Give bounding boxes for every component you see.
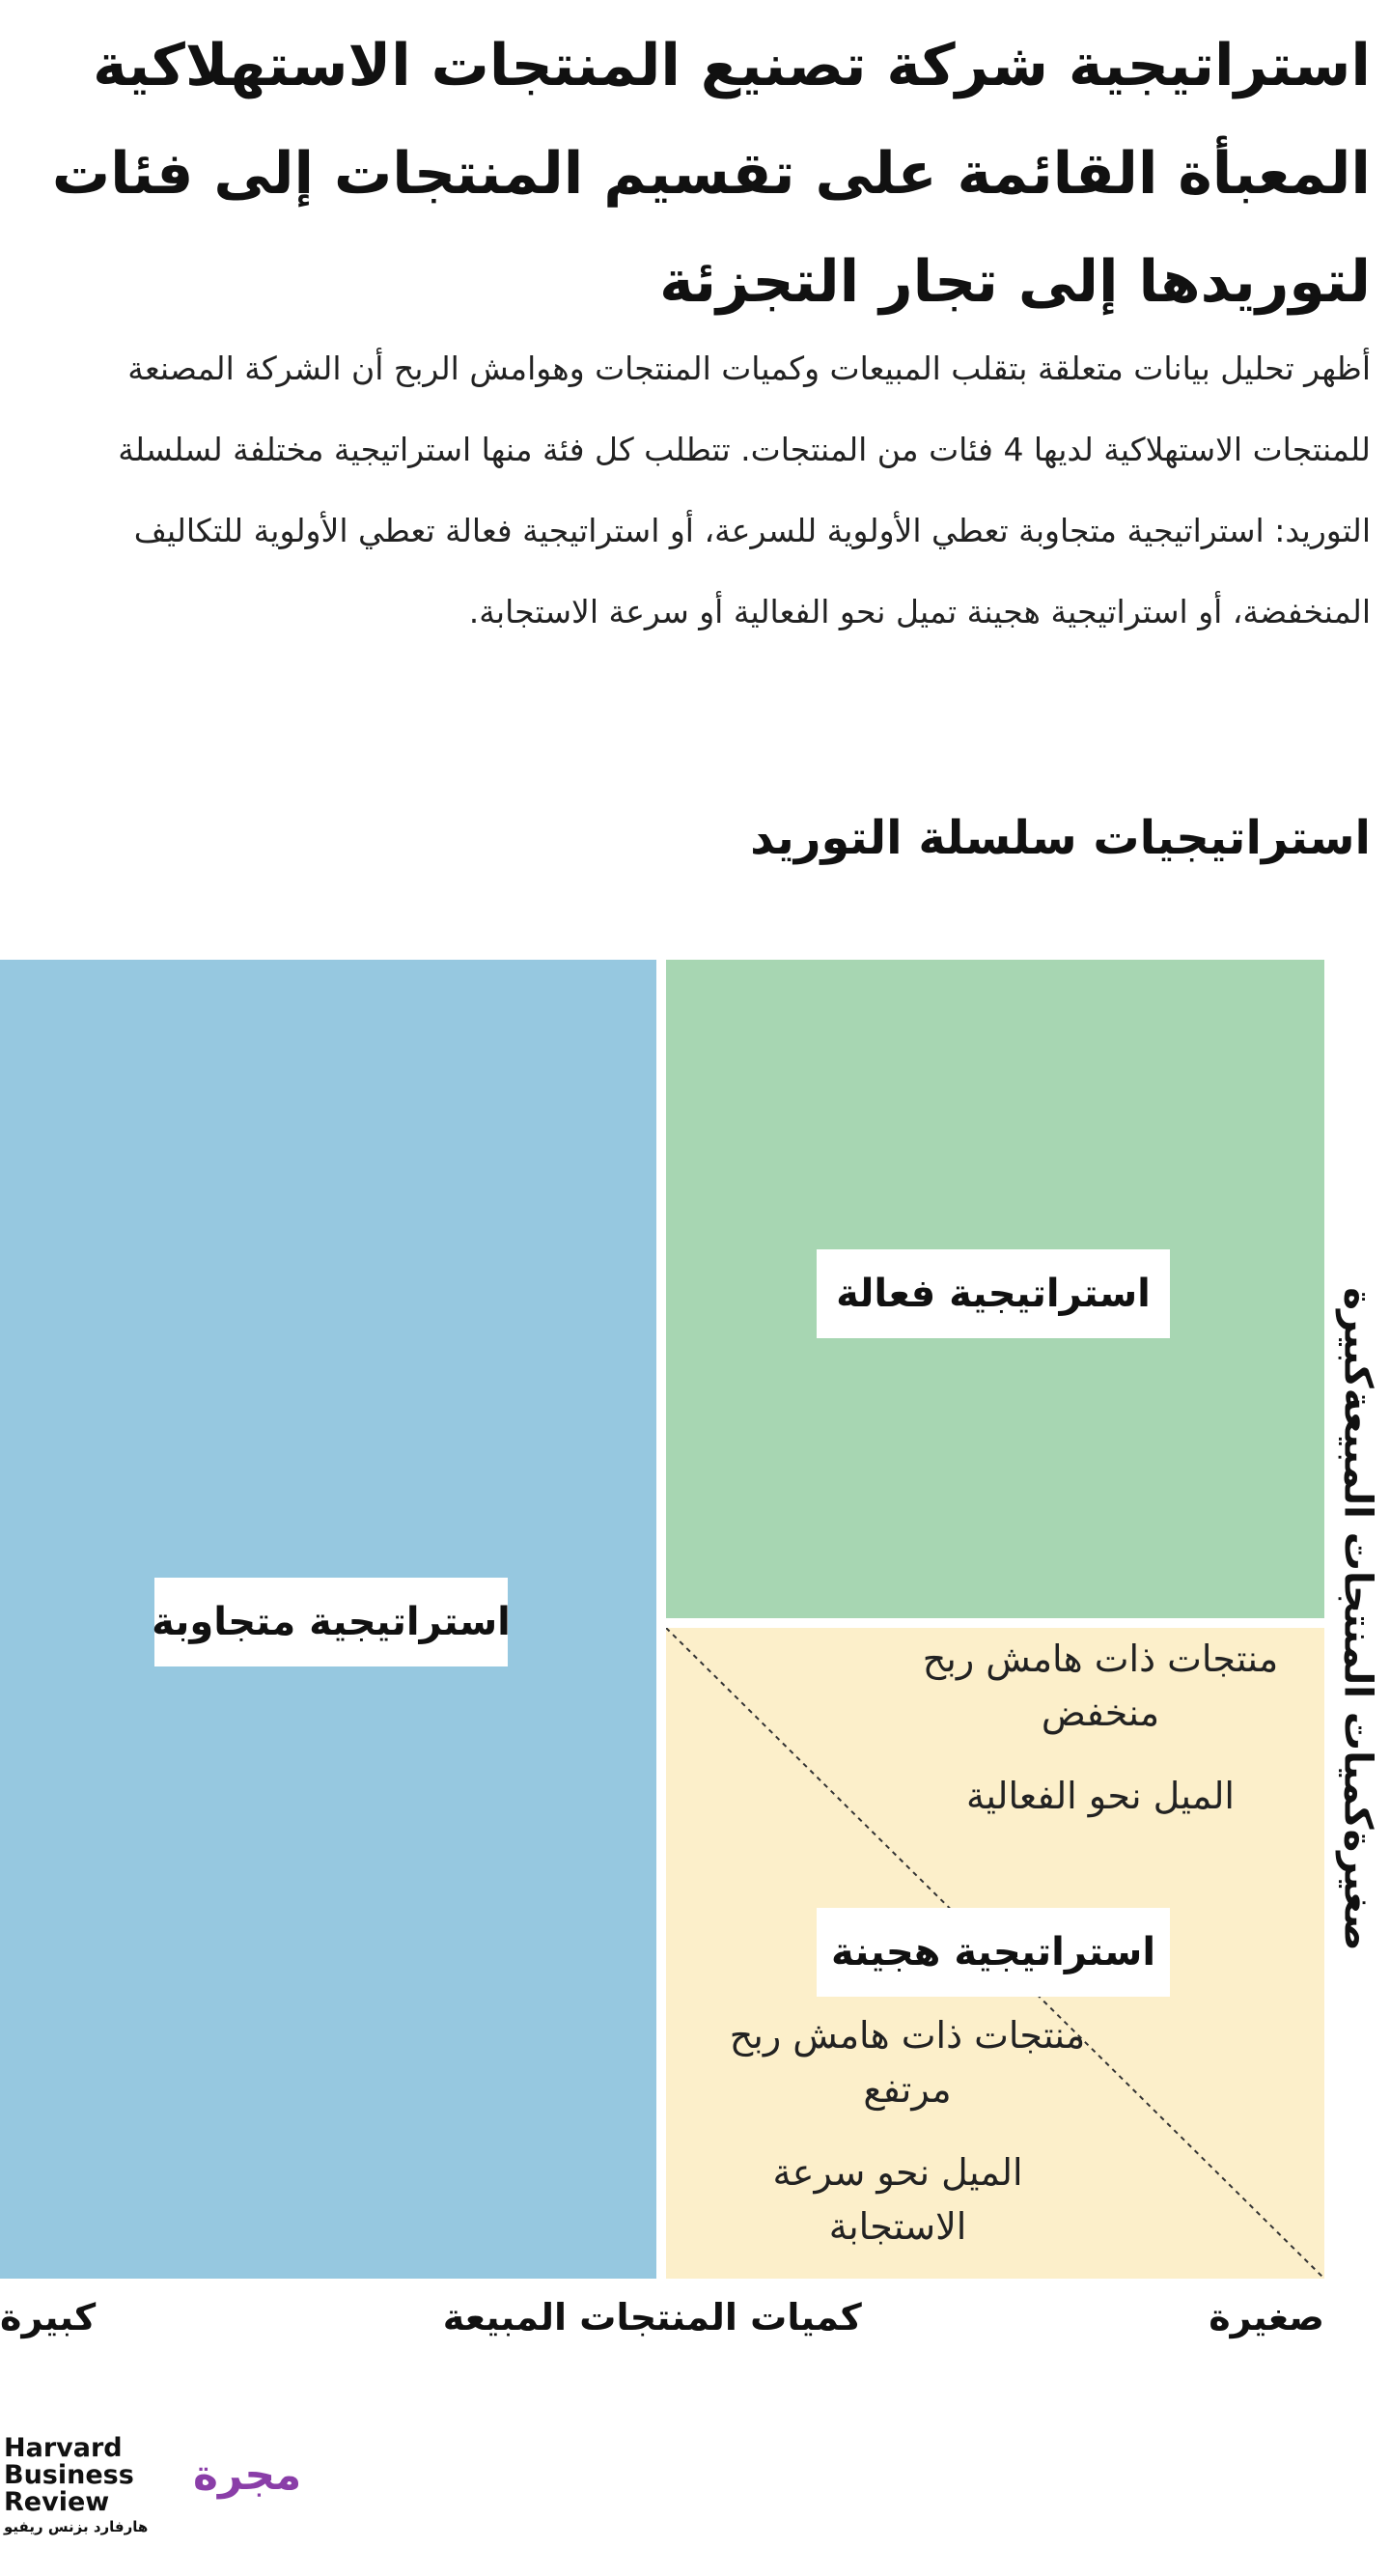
section-title: استراتيجيات سلسلة التوريد	[750, 811, 1371, 865]
x-axis-title: كميات المنتجات المبيعة	[442, 2296, 862, 2338]
y-axis-bottom-tick: صغيرة	[1336, 1829, 1380, 1951]
hybrid-strategy-label: استراتيجية هجينة	[817, 1908, 1170, 1997]
x-axis-left-tick: كبيرة	[0, 2296, 97, 2338]
x-axis	[0, 2288, 1324, 2346]
hbr-logo-line2: Business	[4, 2460, 134, 2490]
y-axis	[1326, 960, 1390, 2279]
majarra-logo: مجرة	[193, 2450, 302, 2500]
hbr-logo-line1: Harvard	[4, 2433, 123, 2463]
responsive-strategy-label: استراتيجية متجاوبة	[154, 1578, 508, 1666]
hbr-logo	[4, 2435, 148, 2537]
y-axis-top-tick: كبيرة	[1336, 1287, 1380, 1388]
low-margin-note: منتجات ذات هامش ربح منخفض	[922, 1638, 1279, 1734]
page-title: استراتيجية شركة تصنيع المنتجات الاستهلاكية المعبأة القائمة على تقسيم المنتجات إلى فئات لتوريدها إلى تجار التجزئة	[51, 32, 1371, 316]
x-axis-right-tick: صغيرة	[1209, 2296, 1324, 2338]
efficient-strategy-label: استراتيجية فعالة	[817, 1249, 1170, 1338]
high-margin-note: منتجات ذات هامش ربح مرتفع	[729, 2014, 1086, 2111]
y-axis-title: كميات المنتجات المبيعة	[1336, 1387, 1380, 1830]
lean-responsiveness-note: الميل نحو سرعة الاستجابة	[772, 2151, 1023, 2248]
hbr-logo-arabic: هارفارد بزنس ريفيو	[4, 2518, 149, 2535]
intro-paragraph: أظهر تحليل بيانات متعلقة بتقلب المبيعات وكميات المنتجات وهوامش الربح أن الشركة المصنعة للمنتجات الاستهلاكية لديها 4 فئات من المنتجات. تتطلب كل فئة منها استراتيجية مختلفة لسلسلة التوريد: استراتيجية متجاوبة تعطي الأولوية للسرعة، أو استراتيجية فعالة تعطي الأولوية للتكاليف المنخفضة، أو استراتيجية هجينة تميل نحو الفعالية أو سرعة الاستجابة.	[118, 350, 1371, 630]
lean-efficiency-note: الميل نحو الفعالية	[966, 1775, 1235, 1817]
hbr-logo-line3: Review	[4, 2487, 110, 2517]
